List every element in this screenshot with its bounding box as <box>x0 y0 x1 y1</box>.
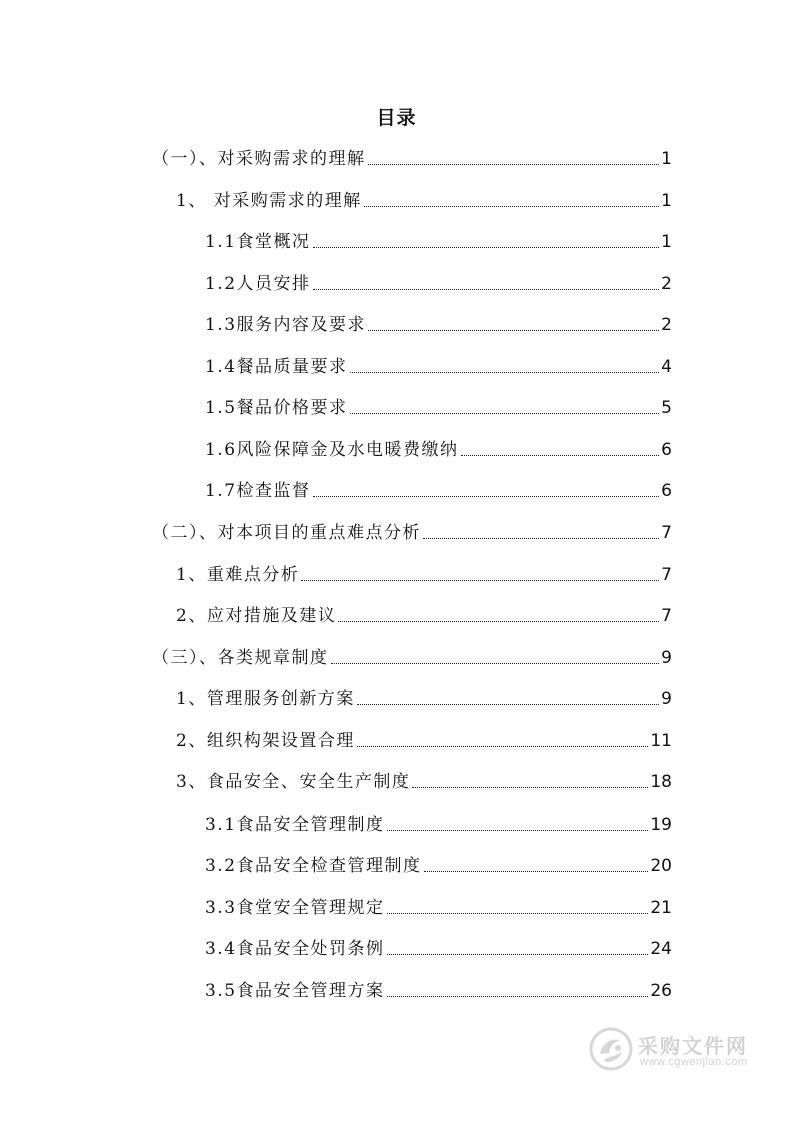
toc-page-number: 9 <box>661 648 672 668</box>
toc-page-number: 2 <box>661 315 672 335</box>
toc-entry-label: 1、 对采购需求的理解 <box>176 191 362 211</box>
cgwenjian-logo-icon <box>588 1026 634 1072</box>
toc-leader-dots <box>387 954 649 955</box>
toc-entry-3-3-1[interactable] <box>205 813 672 837</box>
toc-page-number: 26 <box>650 981 672 1001</box>
toc-entry-3-3-2[interactable] <box>205 854 672 878</box>
toc-entry-label: 3、食品安全、安全生产制度 <box>176 772 411 792</box>
toc-leader-dots <box>350 413 660 414</box>
toc-entry-1-6[interactable] <box>205 438 672 462</box>
toc-page-number: 6 <box>661 481 672 501</box>
toc-page-number: 2 <box>661 274 672 294</box>
toc-page-number: 19 <box>650 815 672 835</box>
toc-entry-section-3[interactable] <box>152 646 672 670</box>
toc-entry-label: （三）、各类规章制度 <box>152 648 329 668</box>
toc-entry-section-2[interactable] <box>152 521 672 545</box>
toc-leader-dots <box>301 580 659 581</box>
toc-entry-1-1[interactable] <box>205 230 672 254</box>
toc-page-number: 5 <box>661 398 672 418</box>
toc-page-number: 24 <box>650 939 672 959</box>
toc-leader-dots <box>357 746 649 747</box>
toc-entry-1-5[interactable] <box>205 396 672 420</box>
toc-leader-dots <box>423 538 659 539</box>
toc-entry-label: 1.6风险保障金及水电暖费缴纳 <box>205 440 459 460</box>
toc-entry-section-1[interactable] <box>152 147 672 171</box>
toc-leader-dots <box>368 164 660 165</box>
toc-leader-dots <box>313 247 660 248</box>
toc-leader-dots <box>313 496 660 497</box>
watermark <box>588 1022 758 1078</box>
toc-entry-label: 1.1食堂概况 <box>205 232 311 252</box>
toc-entry-3-3-5[interactable] <box>205 979 672 1003</box>
toc-page-number: 18 <box>650 772 672 792</box>
toc-leader-dots <box>412 787 648 788</box>
toc-page-number: 7 <box>661 565 672 585</box>
toc-leader-dots <box>331 663 660 664</box>
toc-entry-label: 2、组织构架设置合理 <box>176 731 355 751</box>
toc-page-number: 7 <box>661 606 672 626</box>
toc-entry-label: 3.1食品安全管理制度 <box>205 815 385 835</box>
toc-page-number: 21 <box>650 898 672 918</box>
toc-entry-label: （一）、对采购需求的理解 <box>152 149 366 169</box>
toc-entry-3-3-3[interactable] <box>205 896 672 920</box>
toc-leader-dots <box>387 830 649 831</box>
toc-entry-1-4[interactable] <box>205 355 672 379</box>
toc-page-number: 1 <box>661 191 672 211</box>
toc-entry-label: 1、管理服务创新方案 <box>176 689 355 709</box>
toc-entry-1-7[interactable] <box>205 479 672 503</box>
toc-leader-dots <box>461 455 660 456</box>
toc-leader-dots <box>338 621 659 622</box>
toc-page-number: 9 <box>661 689 672 709</box>
toc-leader-dots <box>424 871 649 872</box>
toc-entry-3-2[interactable] <box>176 729 672 753</box>
toc-entry-3-1[interactable] <box>176 687 672 711</box>
toc-leader-dots <box>364 206 659 207</box>
toc-leader-dots <box>368 330 659 331</box>
toc-page-number: 7 <box>661 523 672 543</box>
toc-entry-2-1[interactable] <box>176 563 672 587</box>
toc-entry-label: 3.3食堂安全管理规定 <box>205 898 385 918</box>
watermark-site-name: 采购文件网 <box>638 1034 748 1058</box>
toc-page-number: 4 <box>661 357 672 377</box>
toc-leader-dots <box>350 372 660 373</box>
toc-entry-label: 3.5食品安全管理方案 <box>205 981 385 1001</box>
toc-entry-label: 1.2人员安排 <box>205 274 311 294</box>
toc-entry-label: 3.4食品安全处罚条例 <box>205 939 385 959</box>
toc-leader-dots <box>387 913 649 914</box>
watermark-url: www.cgwenjian.com <box>640 1056 748 1068</box>
toc-entry-label: 1.4餐品质量要求 <box>205 357 348 377</box>
toc-leader-dots <box>313 289 660 290</box>
toc-entry-label: 2、应对措施及建议 <box>176 606 337 626</box>
toc-entry-3-3-4[interactable] <box>205 937 672 961</box>
toc-title: 目录 <box>376 107 417 129</box>
toc-leader-dots <box>387 996 649 997</box>
toc-entry-label: 1.7检查监督 <box>205 481 311 501</box>
toc-entry-label: 3.2食品安全检查管理制度 <box>205 856 422 876</box>
toc-entry-label: （二）、对本项目的重点难点分析 <box>152 523 421 543</box>
toc-entry-2-2[interactable] <box>176 604 672 628</box>
toc-entry-label: 1.3服务内容及要求 <box>205 315 367 335</box>
toc-page-number: 20 <box>650 856 672 876</box>
toc-entry-1-3[interactable] <box>205 313 672 337</box>
toc-entry-1-2[interactable] <box>205 272 672 296</box>
toc-entry-3-3[interactable] <box>176 770 672 794</box>
toc-leader-dots <box>357 704 659 705</box>
toc-entry-label: 1.5餐品价格要求 <box>205 398 348 418</box>
toc-page-number: 1 <box>661 149 672 169</box>
toc-entry-label: 1、重难点分析 <box>176 565 300 585</box>
toc-page-number: 6 <box>661 440 672 460</box>
toc-page-number: 11 <box>650 731 672 751</box>
toc-entry-1[interactable] <box>176 189 672 213</box>
toc-page-number: 1 <box>661 232 672 252</box>
